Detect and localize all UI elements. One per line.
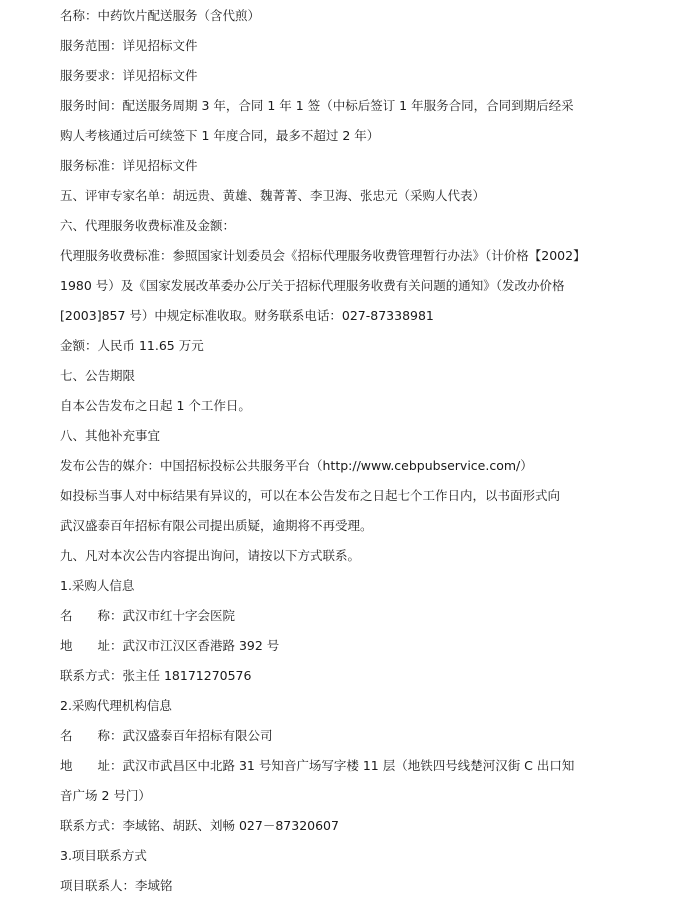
agency-address-line-1: 地 址：武汉市武昌区中北路 31 号知音广场写字楼 11 层（地铁四号线楚河汉街 C 出口知 xyxy=(60,758,575,773)
service-name-line: 名称：中药饮片配送服务（含代煎） xyxy=(60,8,261,23)
service-time-line-1: 服务时间：配送服务周期 3 年，合同 1 年 1 签（中标后签订 1 年服务合同，合同到期后经采 xyxy=(60,98,574,113)
project-contact-heading: 3.项目联系方式 xyxy=(60,848,147,863)
publish-media-line: 发布公告的媒介：中国招标投标公共服务平台（http://www.cebpubservice.com/） xyxy=(60,458,533,473)
fee-standard-line-1: 代理服务收费标准：参照国家计划委员会《招标代理服务收费管理暂行办法》（计价格【2002】 xyxy=(60,248,586,263)
amount-line: 金额：人民币 11.65 万元 xyxy=(60,338,204,353)
agency-info-heading: 2.采购代理机构信息 xyxy=(60,698,172,713)
objection-line-2: 武汉盛泰百年招标有限公司提出质疑，逾期将不再受理。 xyxy=(60,518,373,533)
service-scope-line: 服务范围：详见招标文件 xyxy=(60,38,198,53)
purchaser-name-line: 名 称：武汉市红十字会医院 xyxy=(60,608,236,623)
service-standard-line: 服务标准：详见招标文件 xyxy=(60,158,198,173)
section-9-heading: 九、凡对本次公告内容提出询问，请按以下方式联系。 xyxy=(60,548,361,563)
purchaser-contact-line: 联系方式：张主任 18171270576 xyxy=(60,668,252,683)
objection-line-1: 如投标当事人对中标结果有异议的，可以在本公告发布之日起七个工作日内，以书面形式向 xyxy=(60,488,561,503)
project-contact-person-line: 项目联系人：李域铭 xyxy=(60,878,173,893)
section-6-heading: 六、代理服务收费标准及金额： xyxy=(60,218,236,233)
notice-period-line: 自本公告发布之日起 1 个工作日。 xyxy=(60,398,251,413)
section-8-heading: 八、其他补充事宜 xyxy=(60,428,161,443)
service-requirement-line: 服务要求：详见招标文件 xyxy=(60,68,198,83)
agency-name-line: 名 称：武汉盛泰百年招标有限公司 xyxy=(60,728,273,743)
purchaser-info-heading: 1.采购人信息 xyxy=(60,578,135,593)
agency-contact-line: 联系方式：李域铭、胡跃、刘畅 027－87320607 xyxy=(60,818,339,833)
section-5-heading: 五、评审专家名单：胡远贵、黄雄、魏菁菁、李卫海、张忠元（采购人代表） xyxy=(60,188,486,203)
agency-address-line-2: 音广场 2 号门） xyxy=(60,788,151,803)
fee-standard-line-2: 1980 号）及《国家发展改革委办公厅关于招标代理服务收费有关问题的通知》（发改办价格 xyxy=(60,278,565,293)
service-time-line-2: 购人考核通过后可续签下 1 年度合同，最多不超过 2 年） xyxy=(60,128,380,143)
purchaser-address-line: 地 址：武汉市江汉区香港路 392 号 xyxy=(60,638,280,653)
fee-standard-line-3: [2003]857 号）中规定标准收取。财务联系电话：027-87338981 xyxy=(60,308,434,323)
section-7-heading: 七、公告期限 xyxy=(60,368,136,383)
